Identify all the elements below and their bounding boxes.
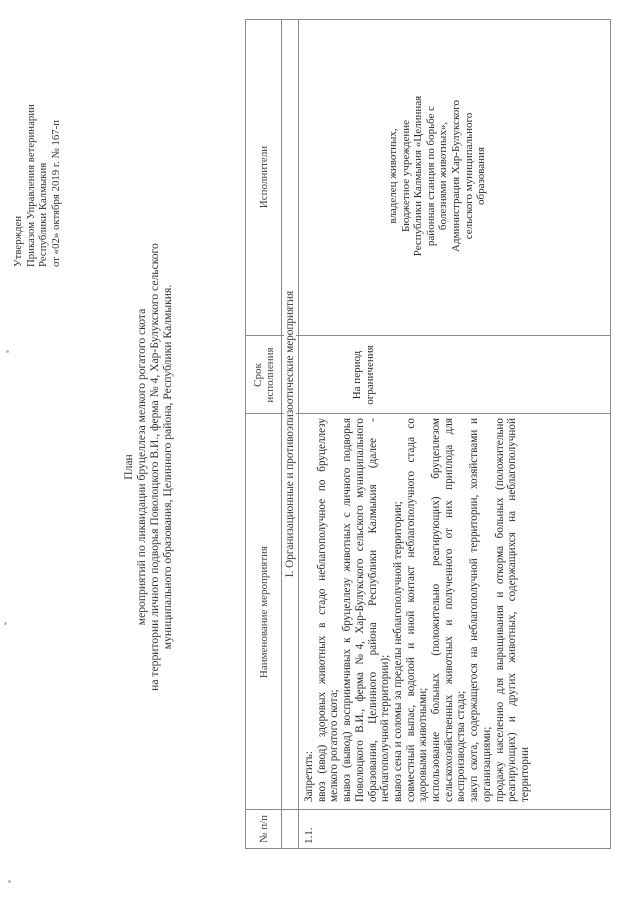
scan-speck (4, 622, 7, 625)
document-content (12, 17, 612, 887)
executor-line: районная станция по борьбе с (424, 105, 437, 247)
executor-line: Администрация Хар-Булукского (449, 100, 462, 252)
row-number: 1.1. (303, 827, 315, 844)
approval-line: Приказом Управления ветеринарии (24, 104, 37, 267)
table-row (299, 20, 610, 848)
scan-speck (8, 880, 11, 883)
measure-item: вывоз (вывод) восприимчивых к бруцеллезу животных с личного подворья Поволоцкого В.И., ферма №4, Хар-Булукского сельского муниципального образования, Целинного района Республики Калмыкия (далее - неблагополучной территории); (341, 418, 392, 802)
table-header-row (246, 20, 282, 848)
approval-line: Утвержден (12, 215, 24, 267)
measure-item: совместный выпас, водопой и иной контакт неблагополучного стада со здоровыми животными; (404, 418, 430, 802)
title-line: мероприятий по ликвидации бруцеллеза мелкого рогатого скота (135, 308, 148, 626)
term-cell: На период ограничения (351, 345, 376, 405)
executor-line: Республики Калмыкия «Целинная (412, 95, 425, 257)
approval-line: от «02» октября 2019 г. № 167-п (49, 119, 62, 267)
header-executors: Исполнители (258, 145, 270, 209)
executor-line: Бюджетное учреждение (399, 119, 412, 233)
header-name: Наименование мероприятия (258, 545, 270, 679)
measure-item: продажу населению для выращивания и откорма больных (положительно реагирующих) и других животных, содержащихся на неблагополучной территории (493, 418, 531, 802)
title-line: муниципального образования, Целинного района, Республики Калмыкия. (161, 284, 174, 650)
executors-cell (387, 24, 488, 328)
executor-line: владелец животных, (387, 128, 399, 224)
approval-line: Республики Калмыкия (37, 162, 50, 267)
plan-table (245, 19, 611, 849)
title-line: на территории личного подворья Поволоцкого В.И., ферма № 4, Хар-Булукского сельского (148, 243, 161, 691)
measure-item: закуп скота, содержащегося на неблагополучной территории, хозяйствами и организациями; (468, 418, 493, 802)
approval-block (12, 32, 62, 267)
executor-line: сельского муниципального (462, 112, 475, 240)
header-num: № п/п (258, 814, 270, 844)
title-line: План (122, 454, 135, 480)
scan-speck (6, 350, 9, 353)
section-title-row (282, 20, 299, 848)
document-title (122, 107, 174, 827)
measure-item: ввоз (ввод) здоровых животных в стадо неблагополучное по бруцеллезу мелкого рогатого скота; (315, 418, 341, 802)
executor-line: болезнями животных», (437, 121, 450, 231)
measure-item: использование больных (положительно реагирующих) бруцеллезом сельскохозяйственных животных и полученного от них приплода для воспроизводства стада; (430, 418, 468, 802)
executor-line: образования (475, 146, 488, 206)
section-title: I. Организационные и противоэпизоотические мероприятия (284, 287, 296, 581)
header-term: Срок исполнения (252, 347, 276, 403)
measures-cell (303, 418, 532, 802)
measure-item: Запретить: (303, 751, 315, 802)
measure-item: вывоз сена и соломы за пределы неблагополучной территории; (391, 501, 404, 802)
